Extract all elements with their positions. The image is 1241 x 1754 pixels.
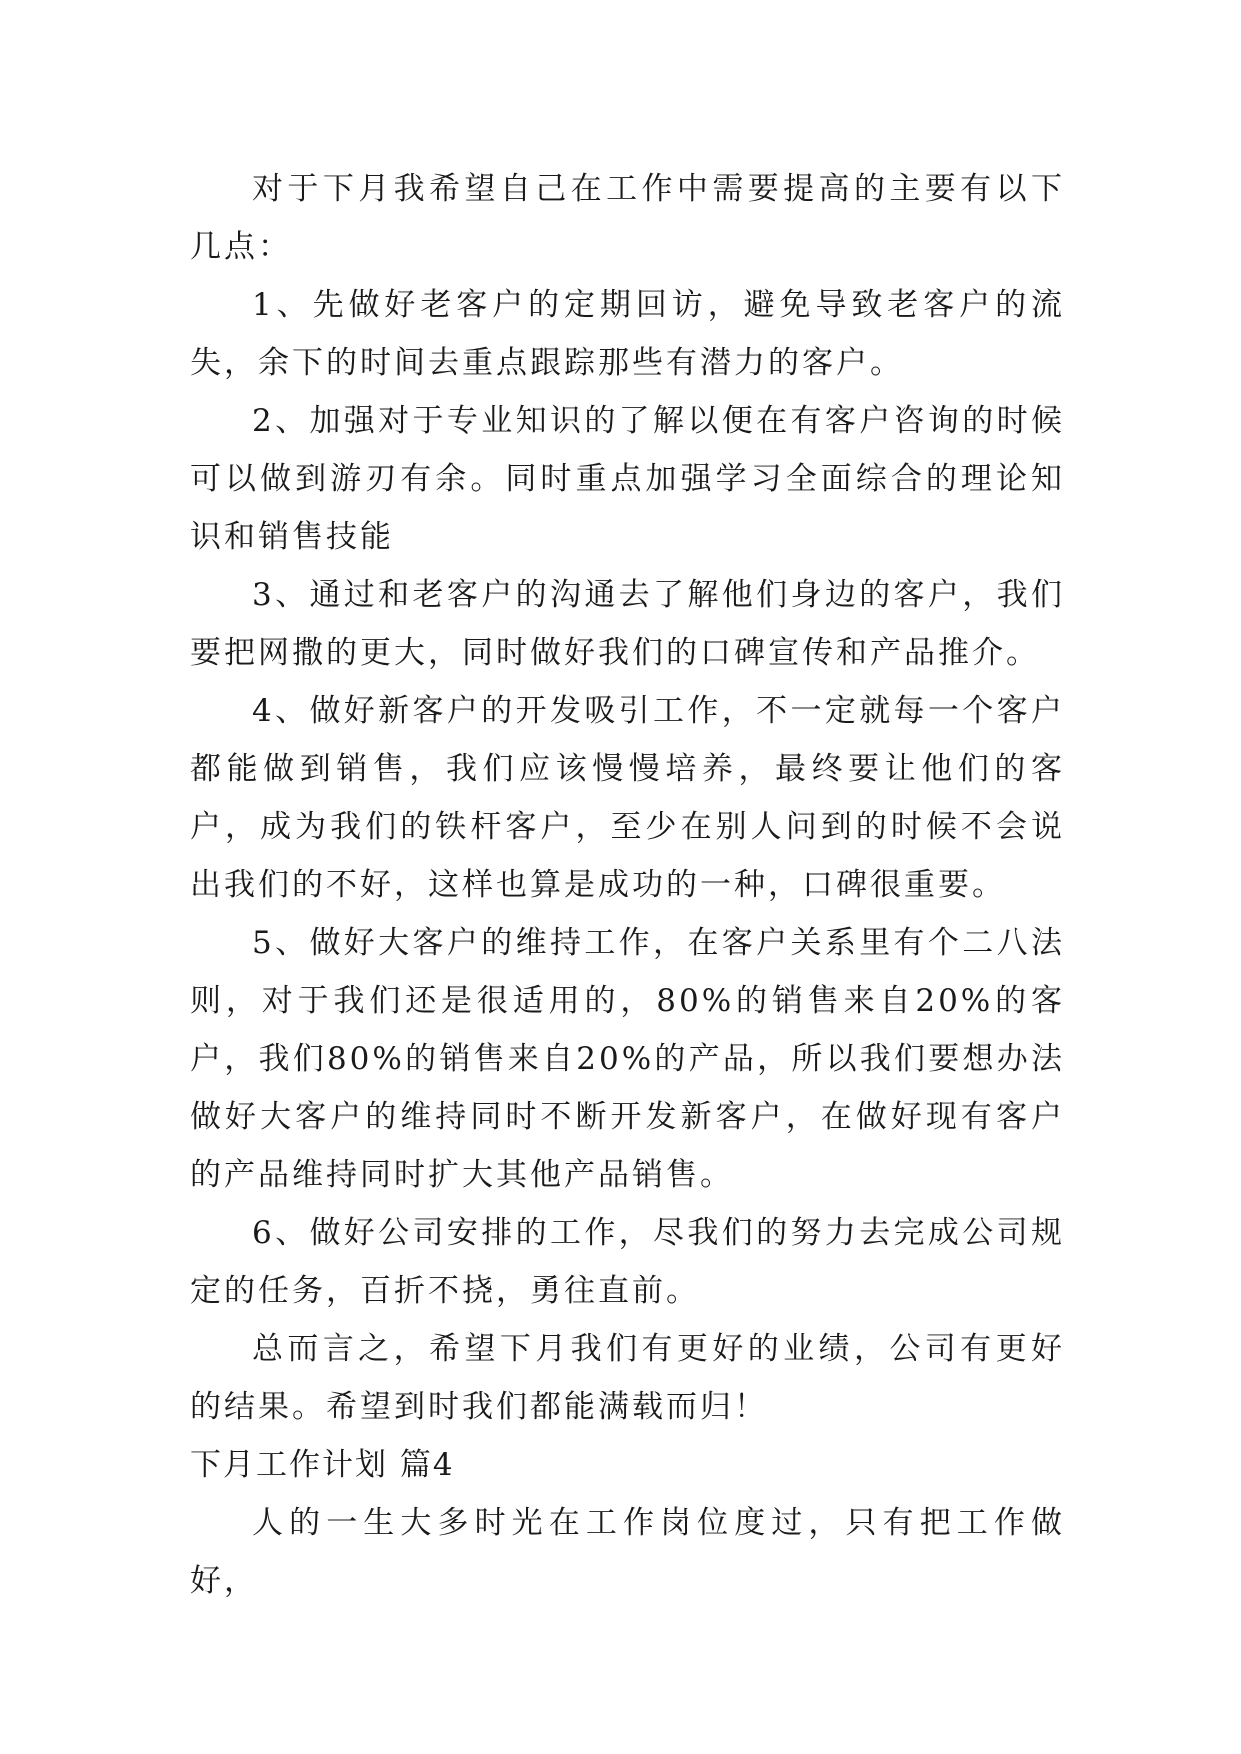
paragraph-item-3: 3、通过和老客户的沟通去了解他们身边的客户，我们要把网撒的更大，同时做好我们的口碑宣传和产品推介。 <box>190 577 1065 671</box>
paragraph-next-section: 人的一生大多时光在工作岗位度过，只有把工作做好， <box>190 1505 1065 1599</box>
paragraph-item-4: 4、做好新客户的开发吸引工作，不一定就每一个客户都能做到销售，我们应该慢慢培养，最终要让他们的客户，成为我们的铁杆客户，至少在别人问到的时候不会说出我们的不好，这样也算是成功的一种，口碑很重要。 <box>190 693 1065 903</box>
paragraph-item-6: 6、做好公司安排的工作，尽我们的努力去完成公司规定的任务，百折不挠，勇往直前。 <box>190 1215 1065 1309</box>
section-heading: 下月工作计划 篇4 <box>190 1447 455 1483</box>
document-body <box>190 160 1065 1610</box>
paragraph-item-5: 5、做好大客户的维持工作，在客户关系里有个二八法则，对于我们还是很适用的，80%的销售来自20%的客户，我们80%的销售来自20%的产品，所以我们要想办法做好大客户的维持同时不断开发新客户，在做好现有客户的产品维持同时扩大其他产品销售。 <box>190 925 1065 1193</box>
paragraph-item-1: 1、先做好老客户的定期回访，避免导致老客户的流失，余下的时间去重点跟踪那些有潜力的客户。 <box>190 287 1065 381</box>
paragraph-item-2: 2、加强对于专业知识的了解以便在有客户咨询的时候可以做到游刃有余。同时重点加强学习全面综合的理论知识和销售技能 <box>190 403 1065 555</box>
paragraph-conclusion: 总而言之，希望下月我们有更好的业绩，公司有更好的结果。希望到时我们都能满载而归！ <box>190 1331 1065 1425</box>
paragraph-intro: 对于下月我希望自己在工作中需要提高的主要有以下几点： <box>190 171 1065 265</box>
